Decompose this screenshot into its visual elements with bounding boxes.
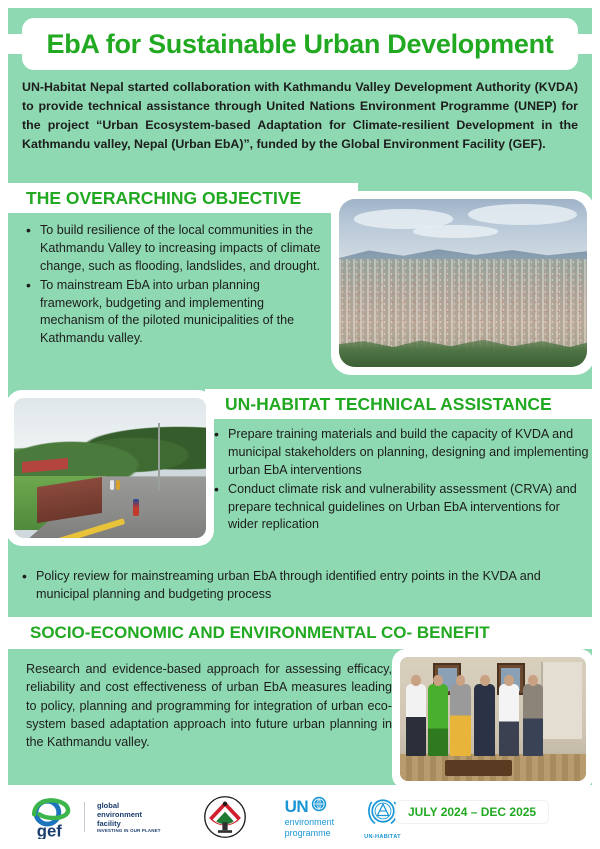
partner-logo-row [0, 794, 401, 840]
gef-line-3: facility [97, 818, 121, 828]
svg-text:gef: gef [36, 821, 62, 839]
gef-line-2: environment [97, 809, 143, 819]
un-habitat-emblem-icon [366, 794, 400, 833]
intro-paragraph: UN-Habitat Nepal started collaboration with Kathmandu Valley Development Authority (KVDA) to provide technical assistance through United Nations Environment Programme (UNEP) for the project “Urban Ecosystem-based Adaptation for Climate-resilient Development in the Kathmandu valley, Nepal (Urban EbA)”, funded by the Global Environment Facility (GEF). [22, 80, 578, 151]
unep-un-text: UN [284, 796, 309, 816]
objective-bullet-list [24, 222, 324, 348]
section-heading-socio-economic: SOCIO-ECONOMIC AND ENVIRONMENTAL CO- BENEFIT [30, 623, 490, 642]
cloud-shape [468, 204, 577, 226]
section-heading-objective: THE OVERARCHING OBJECTIVE [26, 187, 302, 208]
person-figure [474, 684, 494, 756]
list-item: • To mainstream EbA into urban planning framework, budgeting and implementing mechanism of the piloted municipalities of the Kathmandu valley. [24, 277, 324, 349]
gef-swirl-icon [28, 795, 72, 839]
person-figure [406, 684, 426, 756]
office-door-shape [541, 662, 582, 739]
policy-review-bullet-list [20, 568, 586, 604]
technical-assistance-bullet-list [212, 426, 590, 534]
green-roadside-walkway-photo [14, 398, 206, 538]
cloud-shape [413, 225, 497, 238]
title-notch-left [0, 34, 26, 54]
person-figure [523, 684, 543, 756]
person-figure [450, 684, 470, 756]
list-item: • To build resilience of the local communities in the Kathmandu Valley to increasing impacts of climate change, such as flooding, landslides, and drought. [24, 222, 324, 276]
gef-logo [28, 795, 161, 839]
socio-economic-paragraph: Research and evidence-based approach for assessing efficacy, reliability and cost effectiveness of urban EbA measures leading to policy, planning and programming for integration of urban eco-system based adaptation approach into future urban planning in the Kathmandu valley. [26, 662, 392, 749]
objective-body [24, 222, 324, 349]
unep-line-1: environment [284, 817, 335, 828]
sky-layer [339, 199, 587, 256]
list-item: • Conduct climate risk and vulnerability assessment (CRVA) and prepare technical guidelines on Urban EbA interventions for wider replication [212, 481, 590, 535]
page-title: EbA for Sustainable Urban Development [46, 28, 554, 59]
project-period-badge: JULY 2024 – DEC 2025 [396, 801, 548, 823]
title-box [22, 18, 578, 70]
gef-divider [84, 802, 85, 832]
person-figure [428, 684, 448, 756]
stakeholder-group-photo [400, 657, 586, 781]
unep-logo [285, 796, 335, 838]
list-item: • Policy review for mainstreaming urban EbA through identified entry points in the KVDA and municipal planning and budgeting process [20, 568, 586, 604]
section-header-socio-economic [0, 617, 600, 649]
person-figure [499, 684, 519, 756]
unep-line-2: programme [284, 827, 331, 838]
technical-assistance-body [212, 426, 590, 535]
tree-canopy-layer [14, 418, 206, 485]
poster-title-banner [22, 18, 578, 70]
top-white-rail [0, 0, 600, 8]
unep-globe-icon [311, 796, 327, 817]
section-header-objective [0, 183, 358, 213]
technical-assistance-body-wide [20, 568, 586, 605]
title-notch-right [574, 34, 600, 54]
section-heading-technical-assistance: UN-HABITAT TECHNICAL ASSISTANCE [225, 393, 552, 414]
gef-line-1: global [97, 800, 120, 810]
kvda-nepal-emblem-icon [203, 795, 247, 839]
gef-tagline: INVESTING IN OUR PLANET [97, 828, 161, 834]
pedestrian-figure [133, 499, 139, 516]
un-habitat-label: UN-HABITAT [364, 834, 401, 840]
unep-top-row [285, 796, 335, 817]
kathmandu-valley-aerial-photo [339, 199, 587, 367]
footer-bar [0, 785, 600, 849]
list-item: • Prepare training materials and build the capacity of KVDA and municipal stakeholders on planning, designing and implementing urban EbA interventions [212, 426, 590, 480]
gef-wordmark-text [97, 801, 161, 834]
section-header-technical-assistance [205, 389, 600, 419]
pedestrian-figure [116, 480, 120, 490]
wooden-table-shape [445, 760, 512, 776]
pedestrian-figure [110, 480, 114, 490]
utility-pole-shape [158, 423, 160, 490]
